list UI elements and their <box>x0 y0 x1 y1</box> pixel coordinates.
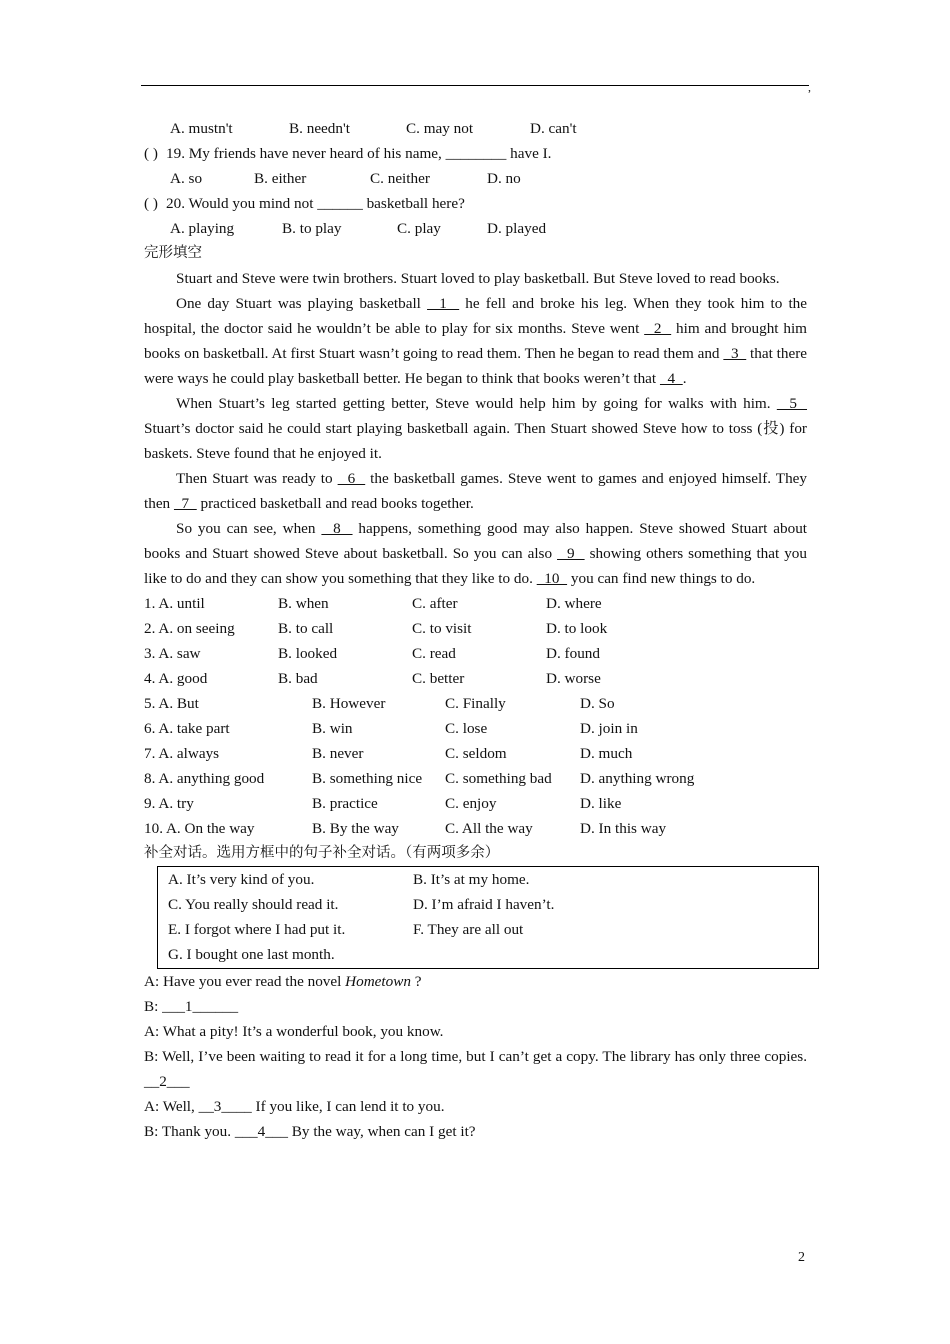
dialogue-line-5: A: Well, __3____ If you like, I can lend it to you. <box>144 1098 445 1115</box>
box-row <box>168 867 818 892</box>
option: B. looked <box>278 645 338 662</box>
option: D. can't <box>530 120 577 137</box>
cloze-blank-6: 6 <box>337 470 366 487</box>
cloze-option-row <box>144 616 807 641</box>
option: D. worse <box>546 670 601 687</box>
passage-text: you can find new things to do. <box>567 570 756 587</box>
passage-text: him and brought him books on basketball. At first Stuart wasn’t going to read them. Then he began to read them and <box>144 320 807 362</box>
option: D. no <box>487 170 521 187</box>
option: C. play <box>397 220 441 237</box>
cloze-blank-4: 4 <box>659 370 683 387</box>
passage-paragraph-3 <box>144 391 807 466</box>
option: C. seldom <box>445 745 507 762</box>
option: C. better <box>412 670 465 687</box>
dialogue-line-4: B: Well, I’ve been waiting to read it for a long time, but I can’t get a copy. The library has only three copies. __2___ <box>144 1048 807 1090</box>
q20-options <box>144 216 807 241</box>
option: 3. A. saw <box>144 645 201 662</box>
dialogue-line-1 <box>144 969 807 994</box>
option: B. However <box>312 695 386 712</box>
q18-options <box>144 116 807 141</box>
option: C. read <box>412 645 456 662</box>
option: 4. A. good <box>144 670 208 687</box>
box-row <box>168 892 818 917</box>
passage-paragraph-1: Stuart and Steve were twin brothers. Stuart loved to play basketball. But Steve loved to read books. <box>176 270 780 287</box>
passage-paragraph-4 <box>144 466 807 516</box>
option: 1. A. until <box>144 595 205 612</box>
dialogue-line-2: B: ___1______ <box>144 998 239 1015</box>
question-stem: 20. Would you mind not ______ basketball here? <box>166 195 465 212</box>
passage-text: When Stuart’s leg started getting better, Steve would help him by going for walks with him. <box>176 395 777 412</box>
dialogue-line-6: B: Thank you. ___4___ By the way, when can I get it? <box>144 1123 476 1140</box>
option: 9. A. try <box>144 795 194 812</box>
question-stem: 19. My friends have never heard of his name, ________ have I. <box>166 145 552 162</box>
passage-text: he fell and broke his leg. When they took him to the hospital, the doctor said he wouldn’t be able to play for six months. Steve went <box>144 295 808 337</box>
option: A. playing <box>170 220 235 237</box>
question-19 <box>144 141 807 166</box>
option: 6. A. take part <box>144 720 230 737</box>
sentence-options-box <box>157 866 819 969</box>
option: D. anything wrong <box>580 770 695 787</box>
question-20 <box>144 191 807 216</box>
passage-text: Stuart’s doctor said he could start playing basketball again. Then Stuart showed Steve how to toss (投) for baskets. Steve found that he enjoyed it. <box>144 420 807 462</box>
cloze-option-row <box>144 791 807 816</box>
option: C. may not <box>406 120 474 137</box>
option: 10. A. On the way <box>144 820 255 837</box>
option: B. By the way <box>312 820 399 837</box>
cloze-blank-9: 9 <box>557 545 585 562</box>
passage-text: . <box>682 370 687 387</box>
box-row <box>168 942 818 967</box>
box-option: B. It’s at my home. <box>413 871 530 888</box>
option: C. after <box>412 595 458 612</box>
option: C. neither <box>370 170 430 187</box>
cloze-option-row <box>144 691 807 716</box>
page-number: 2 <box>798 1250 805 1265</box>
option: D. like <box>580 795 622 812</box>
option: C. lose <box>445 720 488 737</box>
q19-options <box>144 166 807 191</box>
cloze-blank-1: 1 <box>427 295 460 312</box>
passage-text: showing others something that you like to do and they can show you something that they like to do. <box>144 545 807 587</box>
option: B. either <box>254 170 307 187</box>
cloze-option-row <box>144 741 807 766</box>
answer-bracket: ( ) <box>144 195 158 212</box>
option: B. never <box>312 745 364 762</box>
passage-text: happens, something good may also happen. Steve showed Stuart about books and Stuart showed Steve about basketball. So you can also <box>144 520 808 562</box>
option: B. win <box>312 720 353 737</box>
box-option: G. I bought one last month. <box>168 946 335 963</box>
worksheet <box>144 116 807 1144</box>
option: D. where <box>546 595 602 612</box>
cloze-blank-7: 7 <box>173 495 197 512</box>
box-option: E. I forgot where I had put it. <box>168 921 346 938</box>
passage-text: that there were ways he could play basketball better. He began to think that books weren’t that <box>144 345 807 387</box>
option: B. to play <box>282 220 342 237</box>
passage-text: the basketball games. Steve went to games and enjoyed himself. They then <box>144 470 807 512</box>
passage-paragraph-2 <box>144 291 807 391</box>
cloze-option-row <box>144 816 807 841</box>
option: 8. A. anything good <box>144 770 265 787</box>
option: C. enjoy <box>445 795 497 812</box>
box-row <box>168 917 818 942</box>
option: B. needn't <box>289 120 350 137</box>
option: D. In this way <box>580 820 667 837</box>
option: B. to call <box>278 620 334 637</box>
option: B. bad <box>278 670 318 687</box>
option: D. join in <box>580 720 638 737</box>
option: C. All the way <box>445 820 533 837</box>
box-option: F. They are all out <box>413 921 524 938</box>
section-heading-cloze: 完形填空 <box>144 245 202 261</box>
box-option: C. You really should read it. <box>168 896 339 913</box>
cloze-blank-2: 2 <box>644 320 672 337</box>
option: B. practice <box>312 795 378 812</box>
option: D. So <box>580 695 615 712</box>
option: A. mustn't <box>170 120 233 137</box>
cloze-blank-5: 5 <box>776 395 808 412</box>
cloze-blank-3: 3 <box>723 345 747 362</box>
cloze-option-row <box>144 666 807 691</box>
option: C. to visit <box>412 620 472 637</box>
dialogue-text: ? <box>410 973 422 990</box>
cloze-option-row <box>144 591 807 616</box>
option: A. so <box>170 170 203 187</box>
cloze-option-row <box>144 716 807 741</box>
novel-title: Hometown <box>345 973 411 990</box>
dialogue-line-3: A: What a pity! It’s a wonderful book, you know. <box>144 1023 444 1040</box>
cloze-option-row <box>144 766 807 791</box>
passage-text: Then Stuart was ready to <box>176 470 338 487</box>
box-option: D. I’m afraid I haven’t. <box>413 896 555 913</box>
header-rule <box>141 85 809 86</box>
answer-bracket: ( ) <box>144 145 158 162</box>
cloze-blank-8: 8 <box>321 520 353 537</box>
option: D. found <box>546 645 600 662</box>
dialogue-text: A: Have you ever read the novel <box>144 973 346 990</box>
passage-text: So you can see, when <box>176 520 322 537</box>
passage-text: practiced basketball and read books together. <box>196 495 474 512</box>
option: 7. A. always <box>144 745 220 762</box>
option: C. something bad <box>445 770 552 787</box>
cloze-option-row <box>144 641 807 666</box>
option: D. played <box>487 220 547 237</box>
option: D. to look <box>546 620 608 637</box>
option: 5. A. But <box>144 695 199 712</box>
section-heading-dialogue: 补全对话。选用方框中的句子补全对话。（有两项多余） <box>144 845 500 861</box>
header-rule-mark: , <box>808 80 811 94</box>
box-option: A. It’s very kind of you. <box>168 871 315 888</box>
option: B. when <box>278 595 329 612</box>
option: D. much <box>580 745 633 762</box>
option: B. something nice <box>312 770 423 787</box>
cloze-blank-10: 10 <box>536 570 568 587</box>
option: 2. A. on seeing <box>144 620 235 637</box>
option: C. Finally <box>445 695 506 712</box>
passage-text: One day Stuart was playing basketball <box>176 295 428 312</box>
passage-paragraph-5 <box>144 516 807 591</box>
